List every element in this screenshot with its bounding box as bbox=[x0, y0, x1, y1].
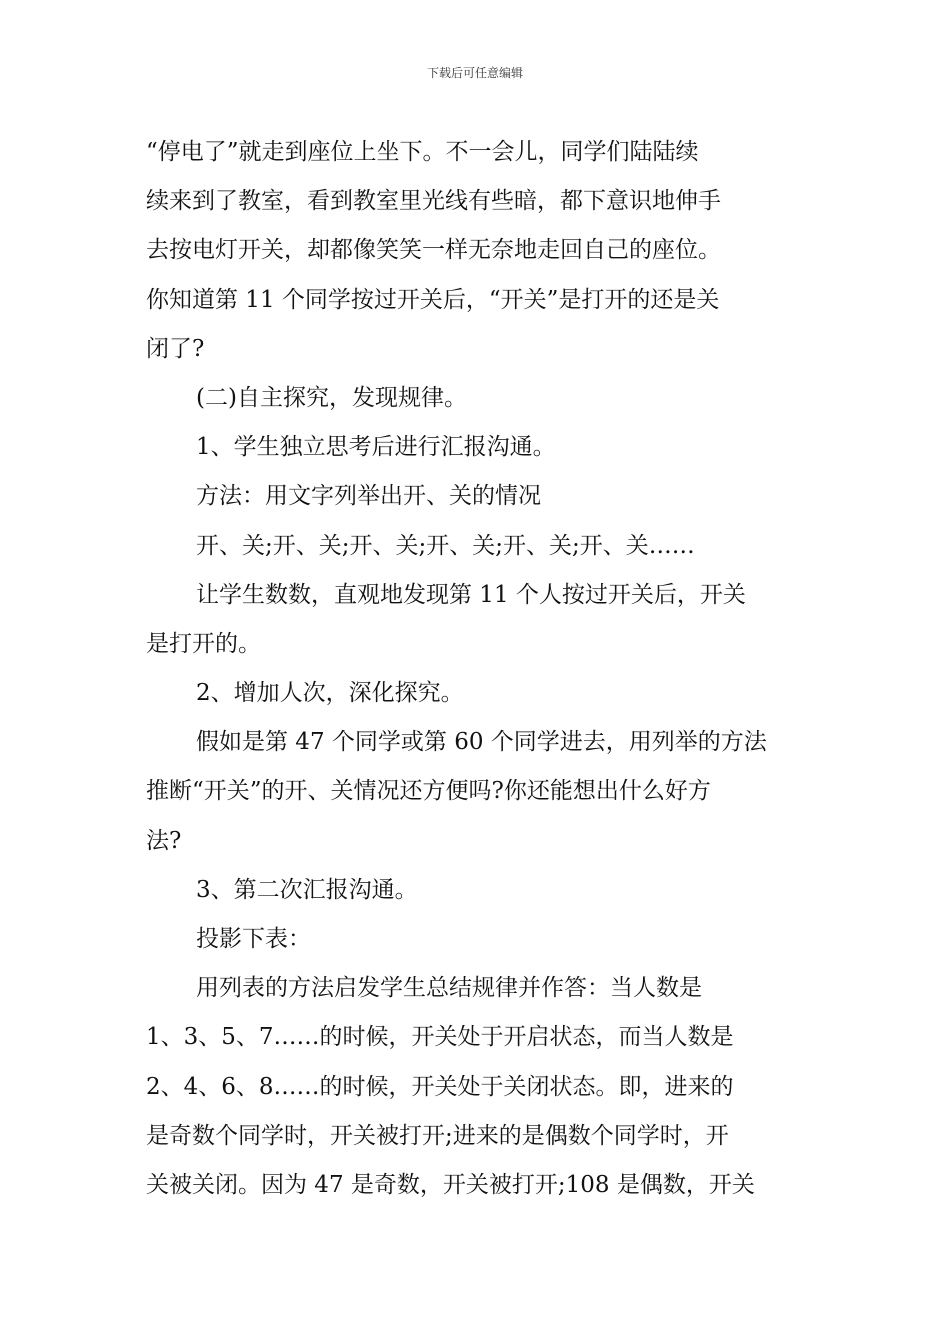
text-line: 方法：用文字列举出开、关的情况 bbox=[196, 483, 541, 510]
text-line: “停电了”就走到座位上坐下。不一会儿，同学们陆陆续 bbox=[146, 139, 699, 165]
text-line: 2、4、6、8……的时候，开关处于关闭状态。即，进来的 bbox=[146, 1073, 734, 1100]
text-line: 投影下表： bbox=[196, 926, 311, 952]
text-line: (二)自主探究，发现规律。 bbox=[196, 384, 467, 411]
text-line: 用列表的方法启发学生总结规律并作答：当人数是 bbox=[196, 975, 702, 1002]
text-line: 是打开的。 bbox=[146, 630, 261, 657]
text-line: 3、第二次汇报沟通。 bbox=[196, 876, 418, 903]
text-line: 法? bbox=[146, 827, 182, 854]
text-line: 关被关闭。因为 47 是奇数，开关被打开;108 是偶数，开关 bbox=[146, 1171, 755, 1198]
text-line: 1、3、5、7……的时候，开关处于开启状态，而当人数是 bbox=[146, 1024, 734, 1051]
text-line: 2、增加人次，深化探究。 bbox=[196, 680, 464, 707]
text-line: 推断“开关”的开、关情况还方便吗?你还能想出什么好方 bbox=[146, 778, 711, 805]
text-line: 假如是第 47 个同学或第 60 个同学进去，用列举的方法 bbox=[196, 729, 767, 756]
text-line: 1、学生独立思考后进行汇报沟通。 bbox=[196, 434, 556, 461]
document-body bbox=[146, 128, 810, 1210]
text-line: 续来到了教室，看到教室里光线有些暗，都下意识地伸手 bbox=[146, 188, 721, 215]
text-line: 你知道第 11 个同学按过开关后，“开关”是打开的还是关 bbox=[146, 286, 720, 313]
text-line: 开、关;开、关;开、关;开、关;开、关;开、关…… bbox=[196, 532, 695, 559]
text-line: 让学生数数，直观地发现第 11 个人按过开关后，开关 bbox=[196, 581, 746, 608]
text-line: 闭了? bbox=[146, 335, 205, 362]
text-line: 是奇数个同学时，开关被打开;进来的是偶数个同学时，开 bbox=[146, 1122, 729, 1149]
page-header: 下载后可任意编辑 bbox=[426, 66, 523, 80]
text-line: 去按电灯开关，却都像笑笑一样无奈地走回自己的座位。 bbox=[146, 237, 721, 264]
